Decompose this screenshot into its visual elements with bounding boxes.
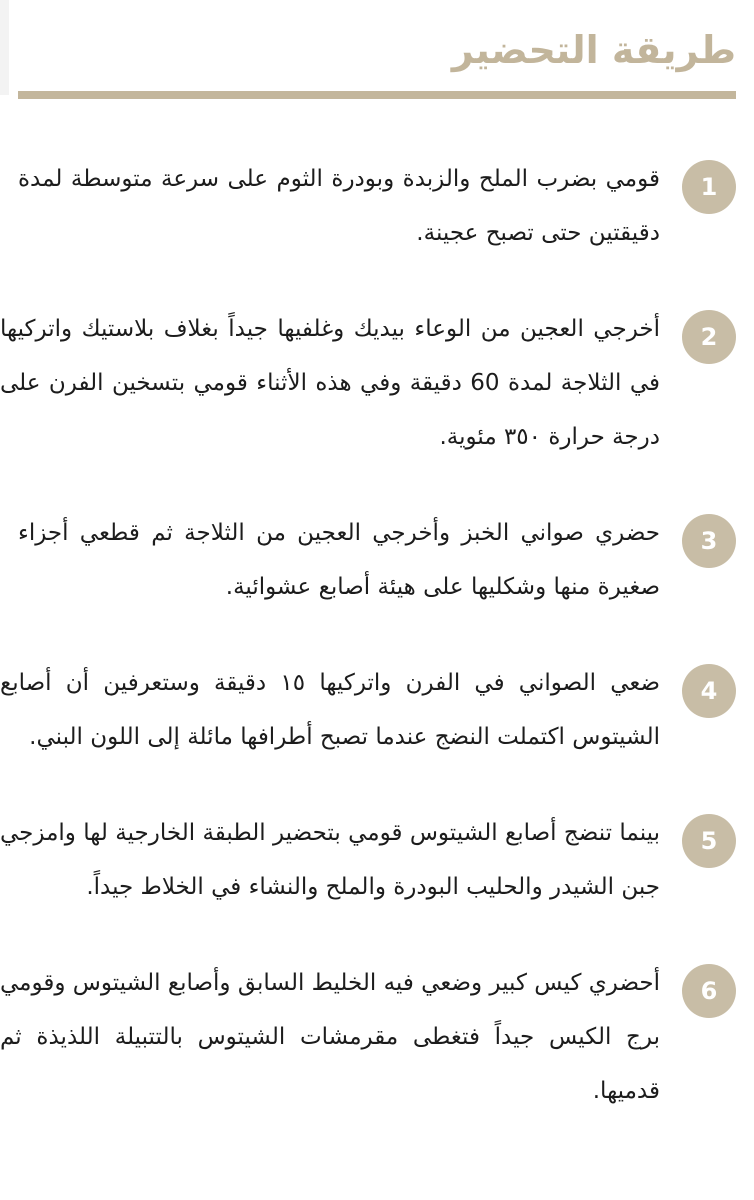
step-text: قومي بضرب الملح والزبدة وبودرة الثوم على سرعة متوسطة لمدة دقيقتين حتى تصبح عجينة. (18, 166, 660, 246)
step-text: بينما تنضج أصابع الشيتوس قومي بتحضير الطبقة الخارجية لها وامزجي جبن الشيدر والحليب البودرة والملح والنشاء في الخلاط جيداً. (0, 820, 660, 900)
step-number-badge: 2 (682, 310, 736, 364)
steps-list (0, 158, 736, 1166)
step-item-4 (0, 662, 736, 764)
step-item-5 (0, 812, 736, 914)
left-edge-strip (0, 0, 9, 95)
step-text: أحضري كيس كبير وضعي فيه الخليط السابق وأصابع الشيتوس وقومي برج الكيس جيداً فتغطى مقرمشات الشيتوس بالتتبيلة اللذيذة ثم قدميها. (0, 970, 660, 1104)
page-title: طريقة التحضير (451, 28, 736, 72)
page-header (452, 22, 736, 78)
step-text: حضري صواني الخبز وأخرجي العجين من الثلاجة ثم قطعي أجزاء صغيرة منها وشكليها على هيئة أصابع عشوائية. (18, 520, 660, 600)
step-number-badge: 4 (682, 664, 736, 718)
step-item-1 (18, 158, 736, 260)
step-item-2 (0, 308, 736, 464)
step-number-badge: 3 (682, 514, 736, 568)
step-number-badge: 5 (682, 814, 736, 868)
step-item-6 (0, 962, 736, 1118)
step-number-badge: 6 (682, 964, 736, 1018)
title-divider (18, 91, 736, 99)
step-text: أخرجي العجين من الوعاء بيديك وغلفيها جيداً بغلاف بلاستيك واتركيها في الثلاجة لمدة 60 دقيقة وفي هذه الأثناء قومي بتسخين الفرن على درجة حرارة ٣٥٠ مئوية. (0, 316, 660, 450)
step-number-badge: 1 (682, 160, 736, 214)
step-item-3 (18, 512, 736, 614)
step-text: ضعي الصواني في الفرن واتركيها ١٥ دقيقة وستعرفين أن أصابع الشيتوس اكتملت النضج عندما تصبح أطرافها مائلة إلى اللون البني. (0, 670, 661, 750)
